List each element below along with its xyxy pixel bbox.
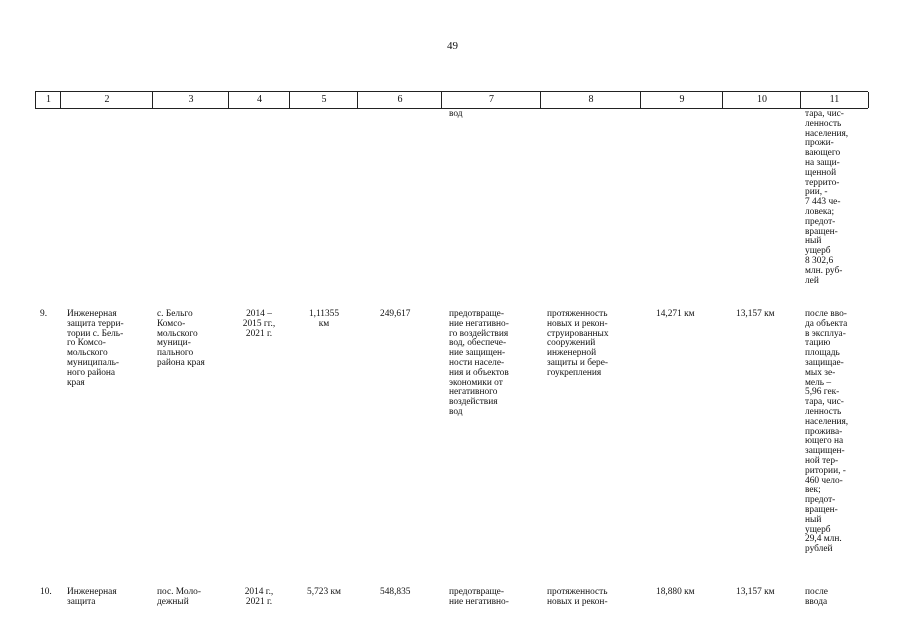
header-cell-5: 5 xyxy=(289,92,358,108)
page-number: 49 xyxy=(447,40,458,52)
cell-object-name: Инженерная защита xyxy=(67,587,117,607)
header-cell-6: 6 xyxy=(357,92,442,108)
header-cell-10: 10 xyxy=(722,92,801,108)
cell-value-1: 14,271 км xyxy=(656,309,695,319)
table-header xyxy=(35,91,868,109)
cell-number: 10. xyxy=(40,587,52,597)
cell-indicator: протяженность новых и рекон- струированных сооружений инженерной защиты и бере- гоукрепления xyxy=(547,309,609,378)
cell-location: с. Бельго Комсо- мольского муници- пального района края xyxy=(157,309,205,368)
cell-capacity: 1,11355 км xyxy=(308,309,340,329)
cell-result: после ввода xyxy=(805,587,828,607)
header-cell-3: 3 xyxy=(152,92,229,108)
cell-purpose: предотвраще- ние негативно- го воздействия вод, обеспече- ние защищен- ности населе- ния и объектов экономики от негативного воздействия вод xyxy=(449,309,509,417)
cell-period: 2014 г., 2021 г. xyxy=(244,587,274,607)
cell-value-2: 13,157 км xyxy=(736,309,775,319)
header-cell-1: 1 xyxy=(35,92,61,108)
header-cell-8: 8 xyxy=(540,92,641,108)
cell-value-1: 18,880 км xyxy=(656,587,695,597)
cell-capacity: 5,723 км xyxy=(307,587,341,597)
cell-period: 2014 – 2015 гг., 2021 г. xyxy=(242,309,276,339)
header-cell-4: 4 xyxy=(228,92,290,108)
cell-value-2: 13,157 км xyxy=(736,587,775,597)
cell-result: после вво- да объекта в эксплуа- тацию площадь защищае- мых зе- мель – 5,96 гек- тара, чис- ленность населения, прожива- ющего на защищен- ной тер- ритории, - 460 чело- век; предот- вращен- ный ущерб 29,4 млн. рублей xyxy=(805,309,849,555)
cell-purpose: предотвраще- ние негативно- xyxy=(449,587,509,607)
cell-cost: 548,835 xyxy=(380,587,411,597)
cell-cost: 249,617 xyxy=(380,309,411,319)
cell-purpose: вод xyxy=(449,109,463,119)
header-cell-11: 11 xyxy=(800,92,869,108)
header-cell-2: 2 xyxy=(60,92,153,108)
cell-indicator: протяженность новых и рекон- xyxy=(547,587,608,607)
cell-location: пос. Моло- дежный xyxy=(157,587,201,607)
header-cell-9: 9 xyxy=(640,92,723,108)
header-cell-7: 7 xyxy=(441,92,541,108)
cell-number: 9. xyxy=(40,309,48,319)
cell-result: тара, чис- ленность населения, прожи- вающего на защи- щенной террито- рии, - 7 443 че- ловека; предот- вращен- ный ущерб 8 302,6 млн. руб- лей xyxy=(805,109,849,286)
cell-object-name: Инженерная защита терри- тории с. Бель- го Комсо- мольского муниципаль- ного района края xyxy=(67,309,124,388)
